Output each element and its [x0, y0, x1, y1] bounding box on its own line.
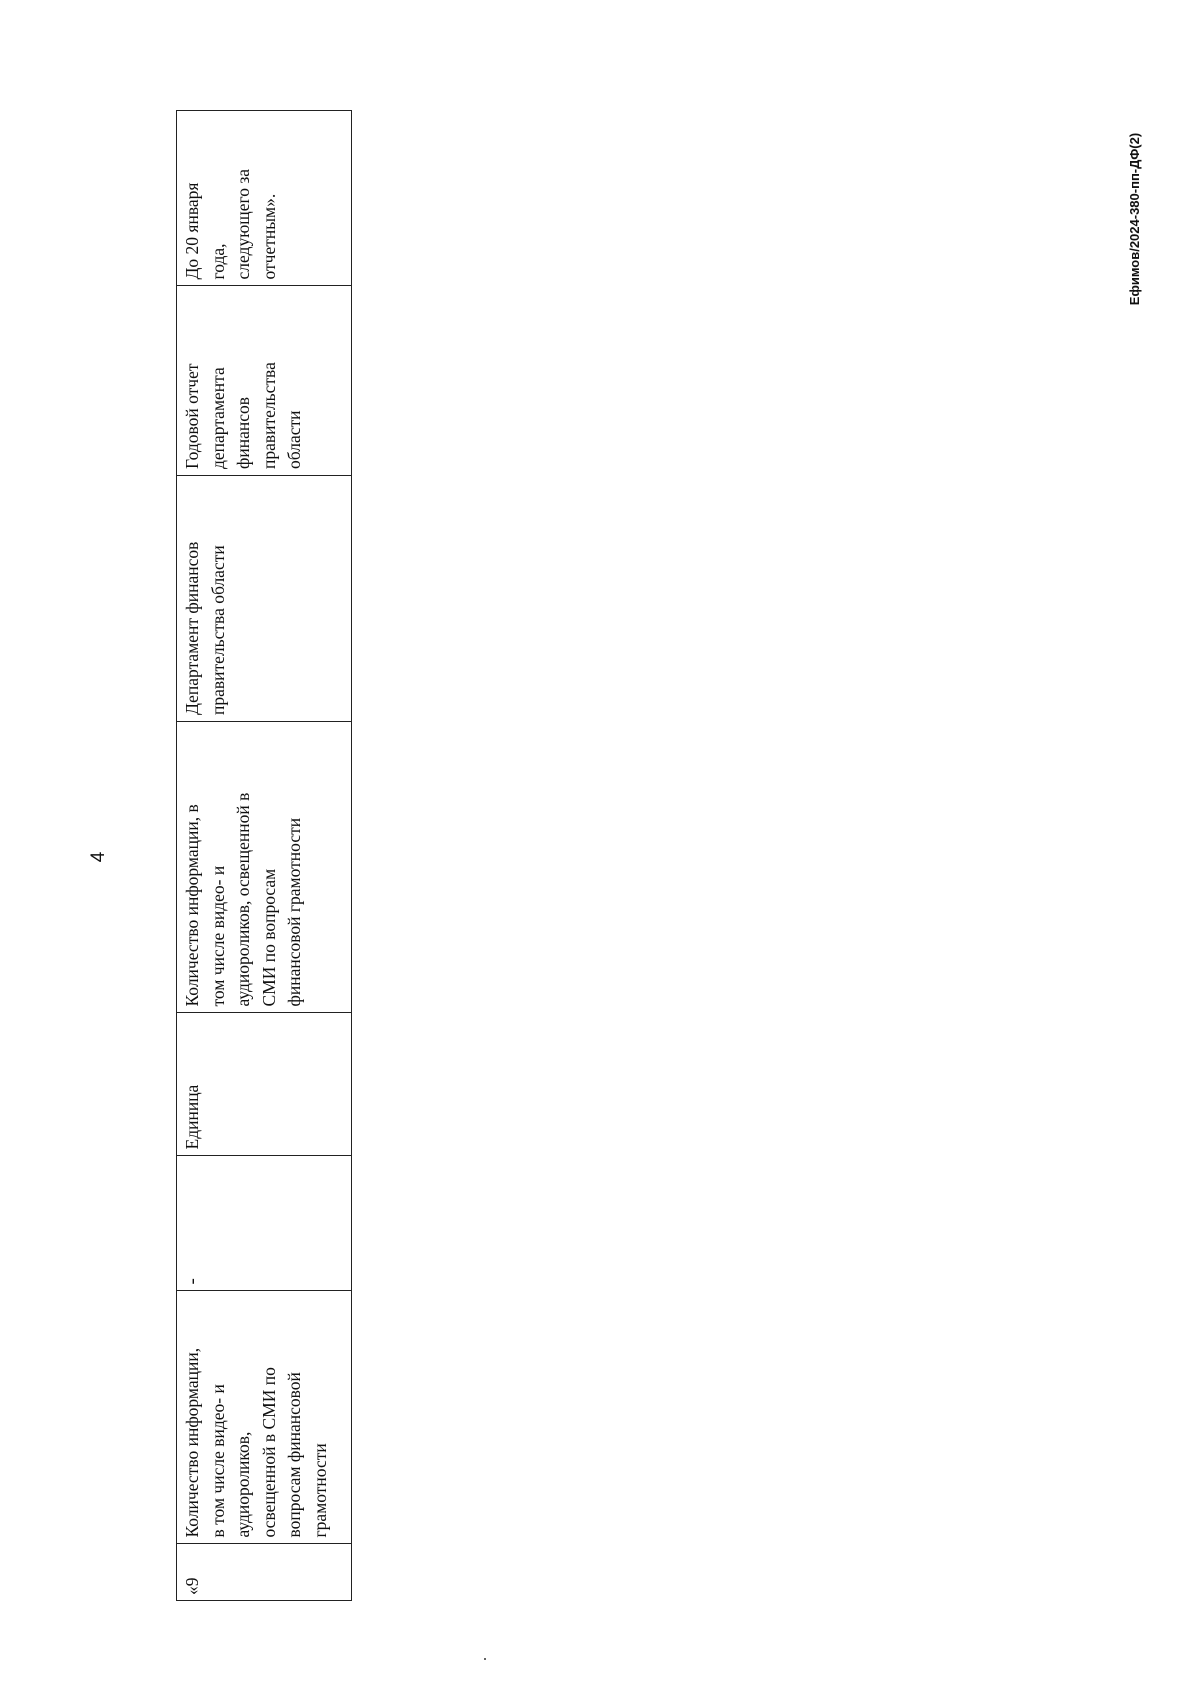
cell-base-value: [176, 1155, 352, 1290]
page-number: 4: [88, 851, 109, 863]
cell-description: [176, 721, 352, 1012]
cell-unit: [176, 1012, 352, 1155]
cell-indicator-text: Количество информации, в том числе видео- и аудиороликов, освещенной в СМИ по вопросам финансовой грамотности: [182, 1347, 330, 1537]
cell-number: [176, 1543, 352, 1601]
cell-description-text: Количество информации, в том числе видео- и аудиороликов, освещенной в СМИ по вопросам финансовой грамотности: [182, 792, 304, 1006]
cell-deadline: [176, 110, 352, 285]
cell-source-text: Годовой отчет департамента финансов правительства области: [182, 362, 304, 469]
cell-source: [176, 285, 352, 475]
cell-indicator: [176, 1290, 352, 1543]
cell-number-text: «9: [182, 1577, 202, 1595]
scan-speck: [484, 1658, 486, 1660]
cell-responsible-text: Департамент финансов правительства области: [182, 541, 228, 715]
document-code-text: Ефимов/2024-380-пп-ДФ(2): [1126, 132, 1142, 306]
document-code: [1123, 132, 1145, 306]
cell-deadline-text: До 20 января года, следующего за отчетным».: [182, 168, 279, 279]
cell-base-value-text: -: [182, 1277, 203, 1284]
indicator-table: [176, 110, 352, 1601]
cell-unit-text: Единица: [182, 1084, 202, 1149]
cell-responsible: [176, 475, 352, 721]
